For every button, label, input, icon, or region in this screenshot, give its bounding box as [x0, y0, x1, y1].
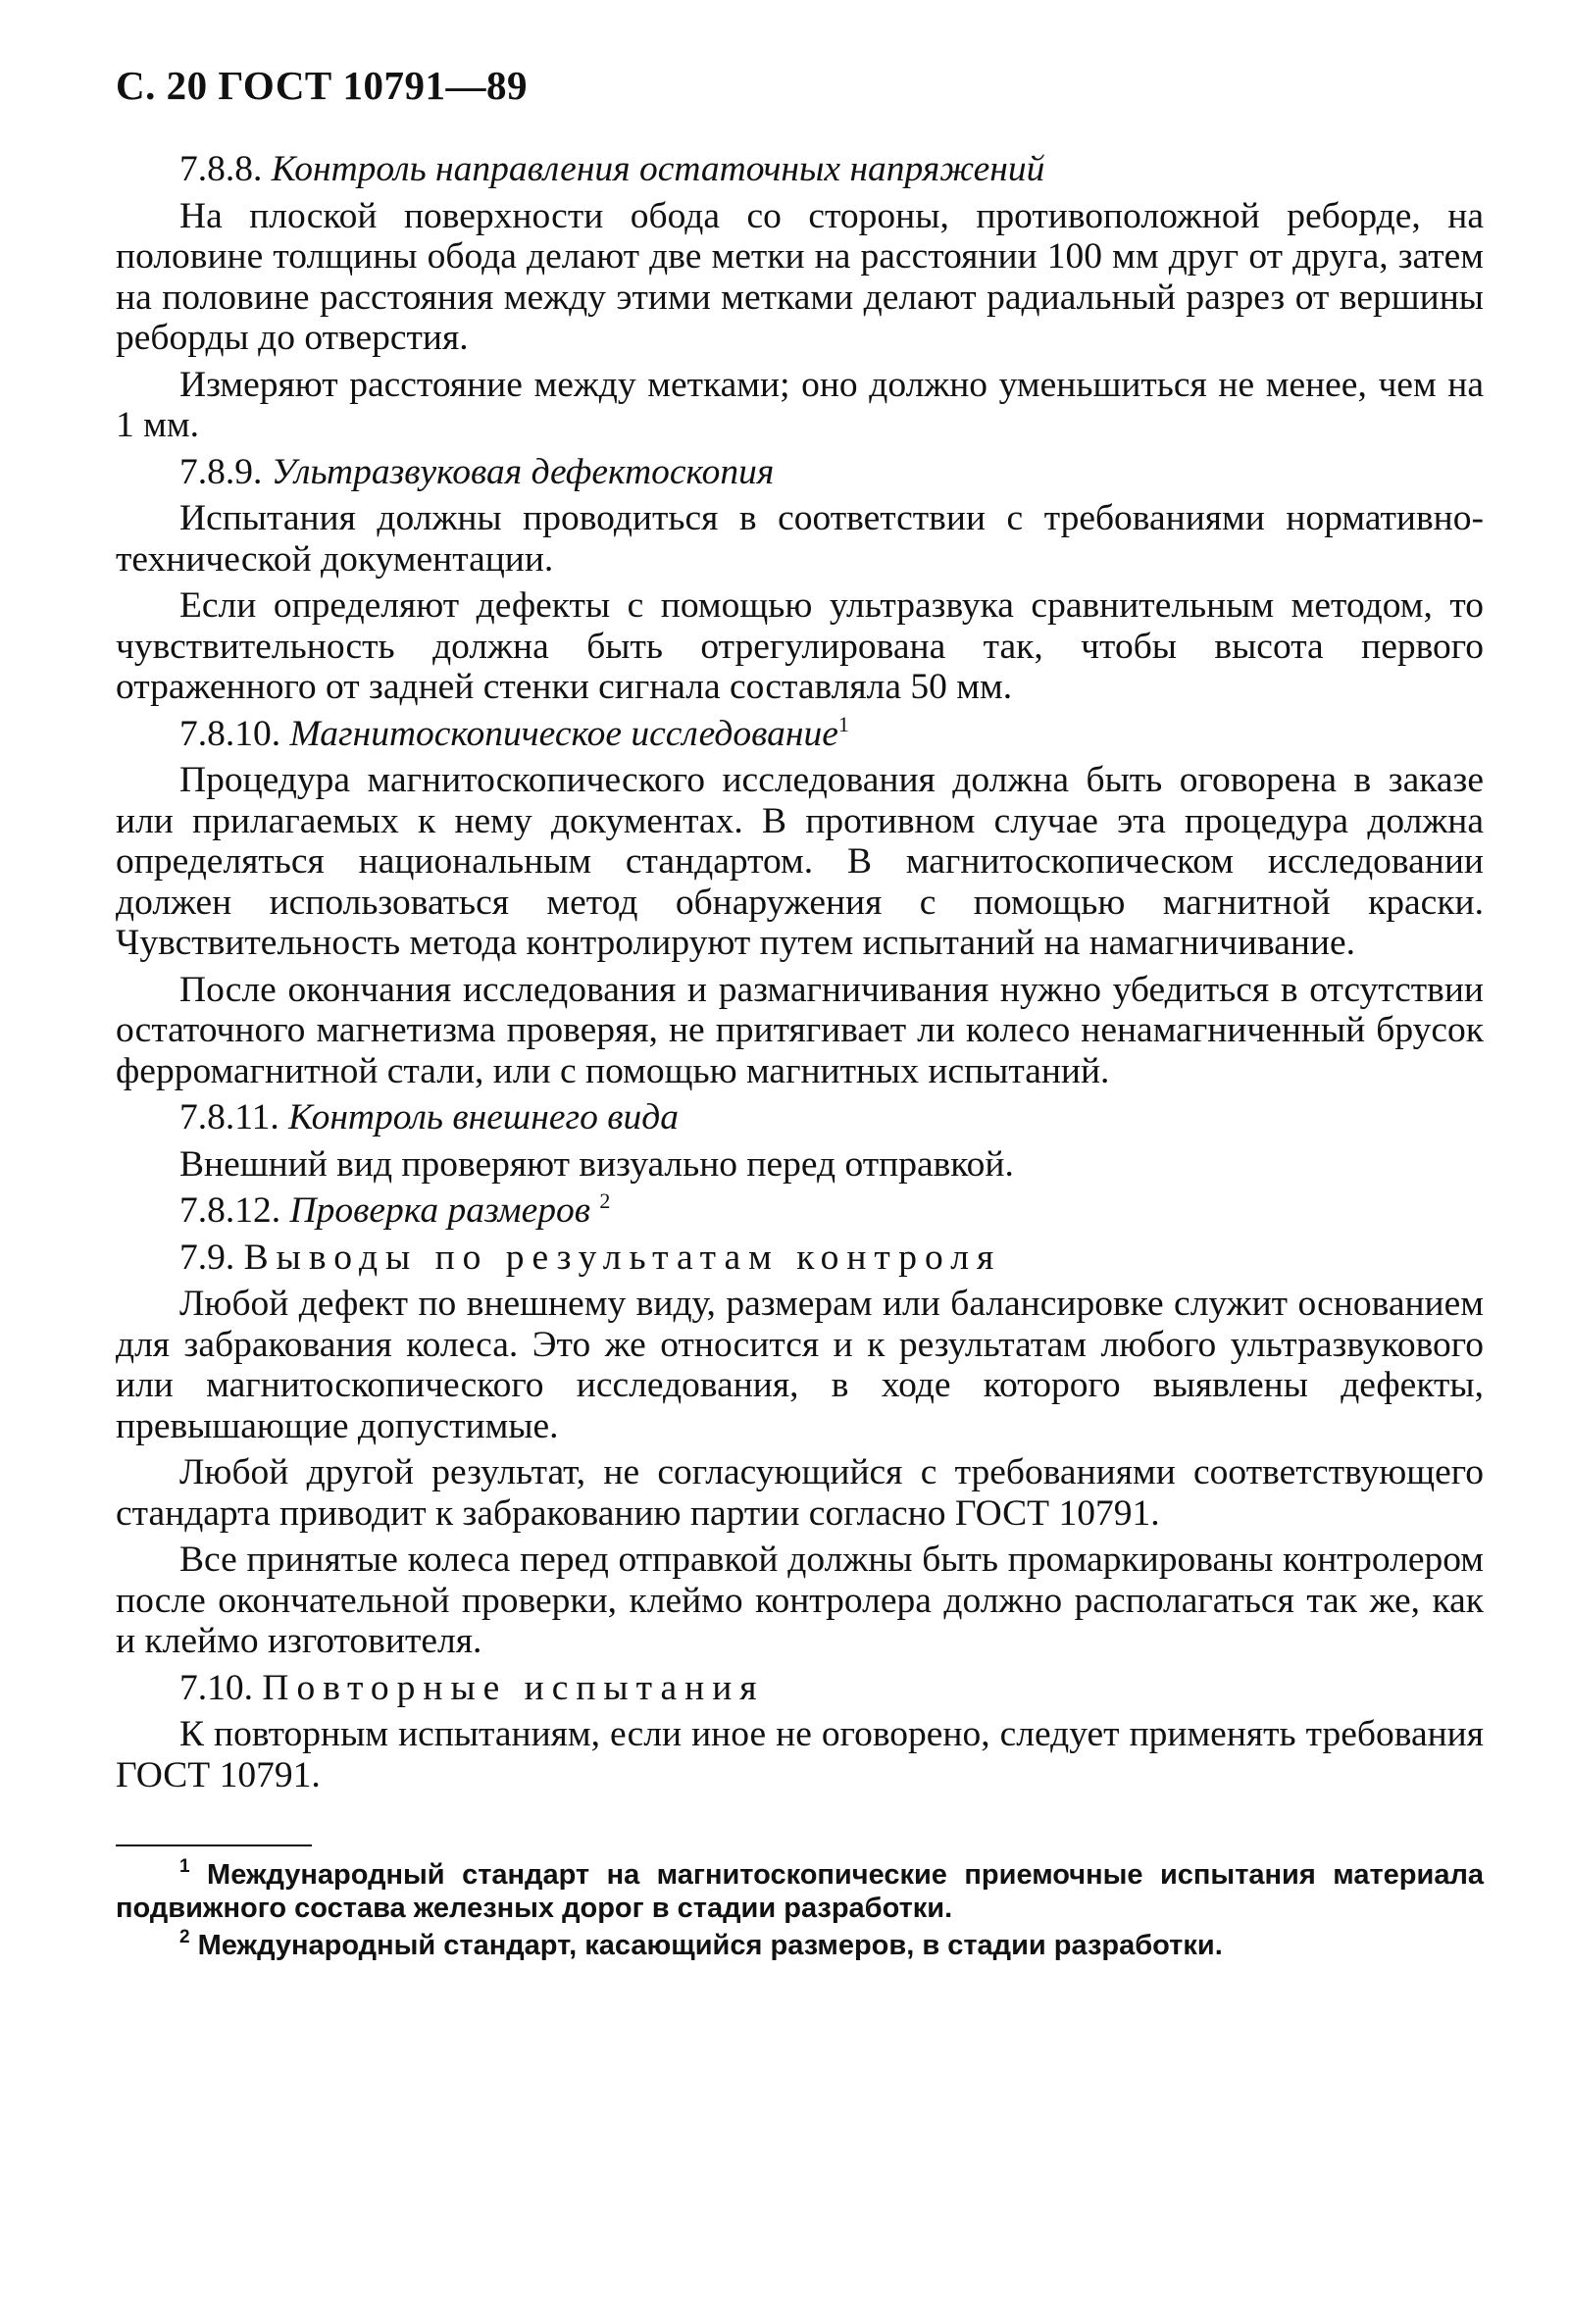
- section-number: 7.8.11.: [179, 1097, 279, 1137]
- section-number: 7.10.: [179, 1667, 253, 1708]
- footnote-item: [116, 1858, 1484, 1925]
- section-heading-7-8-9: [116, 452, 1484, 493]
- footnote-mark: 1: [179, 1856, 190, 1877]
- document-page: [116, 61, 1484, 1966]
- paragraph: Все принятые колеса перед отправкой должны быть промаркированы контролером после окончательной проверки, клеймо контролера должно располагаться так же, как и клеймо изготовителя.: [116, 1540, 1484, 1661]
- section-heading-7-10: [116, 1668, 1484, 1709]
- footnote-text: Международный стандарт, касающийся размеров, в стадии разработки.: [197, 1930, 1223, 1961]
- paragraph: Любой дефект по внешнему виду, размерам или балансировке служит основанием для забракования колеса. Это же относится и к результатам любого ультразвукового или магнитоскопического исследования, в ходе которого выявлены дефекты, превышающие допустимые.: [116, 1284, 1484, 1446]
- section-title: Ультразвуковая дефектоскопия: [271, 451, 775, 492]
- section-number: 7.8.9.: [179, 451, 263, 492]
- footnotes: [116, 1858, 1484, 1962]
- footnote-divider: [116, 1844, 312, 1846]
- section-number: 7.8.10.: [179, 713, 281, 754]
- page-header: С. 20 ГОСТ 10791—89: [116, 63, 529, 108]
- paragraph: На плоской поверхности обода со стороны, противоположной реборде, на половине толщины обода делают две метки на расстоянии 100 мм друг от друга, затем на половине расстояния между этими метками делают радиальный разрез от вершины реборды до отверстия.: [116, 195, 1484, 358]
- paragraph: Измеряют расстояние между метками; оно должно уменьшиться не менее, чем на 1 мм.: [116, 364, 1484, 445]
- section-title: Проверка размеров: [289, 1190, 591, 1231]
- section-number: 7.8.8.: [179, 149, 263, 189]
- section-heading-7-8-8: [116, 149, 1484, 190]
- section-number: 7.9.: [179, 1237, 235, 1278]
- section-title: Контроль внешнего вида: [288, 1097, 679, 1137]
- section-heading-7-9: [116, 1238, 1484, 1279]
- paragraph: Любой другой результат, не согласующийся с требованиями соответствующего стандарта приводит к забракованию партии согласно ГОСТ 10791.: [116, 1452, 1484, 1534]
- section-number: 7.8.12.: [179, 1190, 281, 1231]
- section-title: Выводы по результатам контроля: [243, 1237, 1002, 1278]
- section-title: Повторные испытания: [262, 1667, 765, 1708]
- paragraph: После окончания исследования и размагничивания нужно убедиться в отсутствии остаточного магнетизма проверяя, не притягивает ли колесо ненамагниченный брусок ферромагнитной стали, или с помощью магнитных испытаний.: [116, 969, 1484, 1091]
- footnote-ref: 2: [599, 1188, 611, 1213]
- paragraph: Процедура магнитоскопического исследования должна быть оговорена в заказе или прилагаемых к нему документах. В противном случае эта процедура должна определяться национальным стандартом. В магнитоскопическом исследовании должен использоваться метод обнаружения с помощью магнитной краски. Чувствительность метода контролируют путем испытаний на намагничивание.: [116, 760, 1484, 963]
- paragraph: К повторным испытаниям, если иное не оговорено, следует применять требования ГОСТ 10791.: [116, 1714, 1484, 1795]
- paragraph: Внешний вид проверяют визуально перед отправкой.: [179, 1143, 1014, 1185]
- section-heading-7-8-12: [116, 1190, 1484, 1232]
- paragraph: Если определяют дефекты с помощью ультразвука сравнительным методом, то чувствительность должна быть отрегулирована так, чтобы высота первого отраженного от задней стенки сигнала составляла 50 мм.: [116, 585, 1484, 707]
- section-heading-7-8-11: [116, 1097, 1484, 1138]
- footnote-text: Международный стандарт на магнитоскопические приемочные испытания материала подвижного состава железных дорог в стадии разработки.: [116, 1859, 1485, 1924]
- footnote-item: [116, 1929, 1484, 1962]
- section-heading-7-8-10: [116, 711, 1484, 755]
- section-title: Контроль направления остаточных напряжений: [271, 149, 1045, 189]
- document-body: [116, 149, 1484, 1795]
- footnote-mark: 2: [179, 1927, 190, 1947]
- footnote-ref: 1: [837, 711, 849, 736]
- paragraph: Испытания должны проводиться в соответствии с требованиями нормативно-технической документации.: [116, 498, 1484, 580]
- section-title: Магнитоскопическое исследование: [289, 713, 838, 754]
